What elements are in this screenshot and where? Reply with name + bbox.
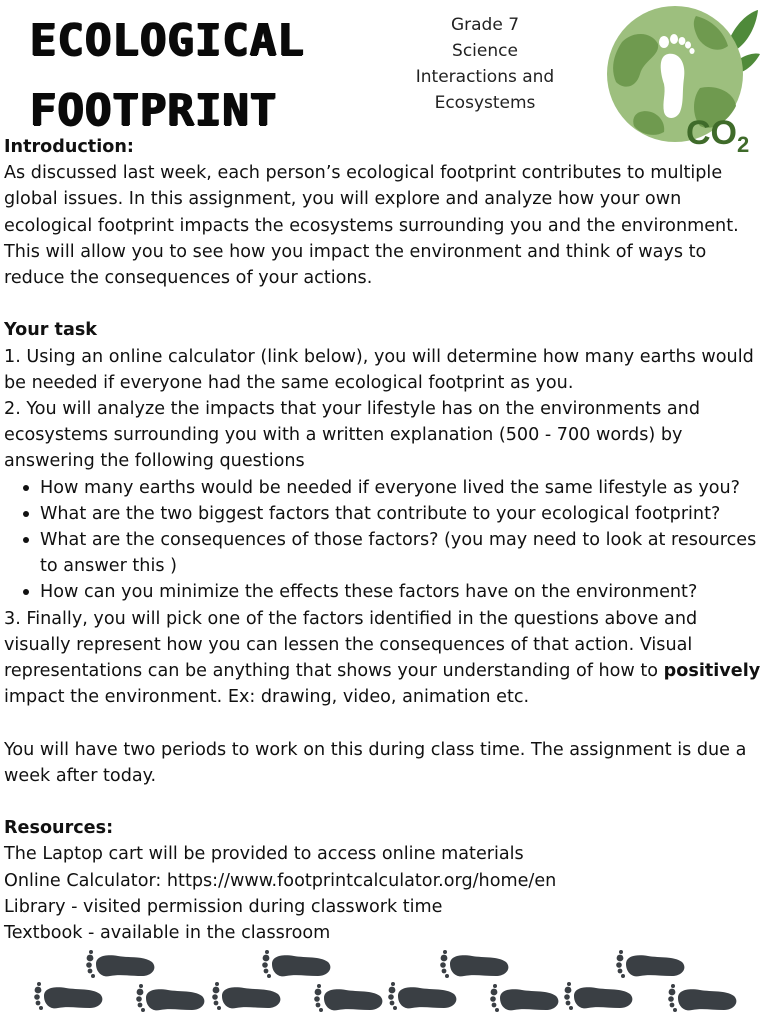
task-heading: Your task	[4, 320, 97, 341]
resources-heading: Resources:	[4, 818, 114, 839]
co2-label: $CO_2$	[686, 114, 750, 152]
task-step-1: 1. Using an online calculator (link below), you will determine how many earths would be needed if everyone had the same ecological footprint as you.	[4, 346, 754, 393]
footprint-icon	[34, 982, 102, 1010]
grade-label: Grade 7	[450, 15, 520, 35]
emphasis-positively: positively	[663, 661, 761, 682]
question-list	[4, 475, 764, 606]
resource-item: Library - visited permission during classwork time	[4, 896, 443, 917]
resource-item[interactable]: Online Calculator: https://www.footprintcalculator.org/home/en	[4, 870, 557, 891]
task-step-2: 2. You will analyze the impacts that your lifestyle has on the environments and ecosystems surrounding you with a written explanation (500 - 700 words) by answering the following questions	[4, 399, 701, 472]
footprint-icon	[86, 950, 154, 978]
title-line-1: ECOLOGICAL	[30, 15, 305, 66]
resource-item: The Laptop cart will be provided to access online materials	[4, 844, 524, 865]
footprint-icon	[616, 950, 684, 978]
course-info	[400, 12, 570, 116]
intro-text: As discussed last week, each person’s ecological footprint contributes to multiple global issues. In this assignment, you will explore and analyze how your own ecological footprint impacts the ecosystems surrounding you and the environment. This will allow you to see how you impact the environment and think of ways to reduce the consequences of your actions.	[4, 163, 739, 289]
footprint-icon	[564, 982, 632, 1010]
resource-item: Textbook - available in the classroom	[4, 923, 331, 944]
footprint-icon	[136, 984, 204, 1012]
footprint-icon	[668, 984, 736, 1012]
footprint-icon	[314, 984, 382, 1012]
footprint-icon	[262, 950, 330, 978]
schedule-text: You will have two periods to work on this during class time. The assignment is due a week after today.	[4, 739, 747, 786]
page-title	[30, 6, 380, 146]
list-item: What are the consequences of those factors? (you may need to look at resources to answer this )	[40, 527, 764, 579]
list-item: What are the two biggest factors that contribute to your ecological footprint?	[40, 501, 764, 527]
footprint-icon	[490, 984, 558, 1012]
list-item: How many earths would be needed if everyone lived the same lifestyle as you?	[40, 475, 764, 501]
footprints-decoration	[0, 946, 768, 1020]
list-item: How can you minimize the effects these factors have on the environment?	[40, 579, 764, 605]
title-line-2: FOOTPRINT	[30, 85, 278, 136]
task-step-3: 3. Finally, you will pick one of the factors identified in the questions above and visually represent how you can lessen the consequences of that action. Visual representations can be anything that shows your understanding of how to positively impact the environment. Ex: drawing, video, animation etc.	[4, 608, 761, 708]
globe-co2-icon	[600, 2, 760, 152]
assignment-body	[4, 134, 764, 946]
subject-label: Science	[452, 41, 518, 61]
unit-line-1: Interactions and	[415, 67, 555, 87]
footprint-icon	[388, 982, 456, 1010]
intro-heading: Introduction:	[4, 137, 134, 157]
footprint-icon	[440, 950, 508, 978]
footprint-icon	[212, 982, 280, 1010]
unit-line-2: Ecosystems	[434, 93, 536, 113]
